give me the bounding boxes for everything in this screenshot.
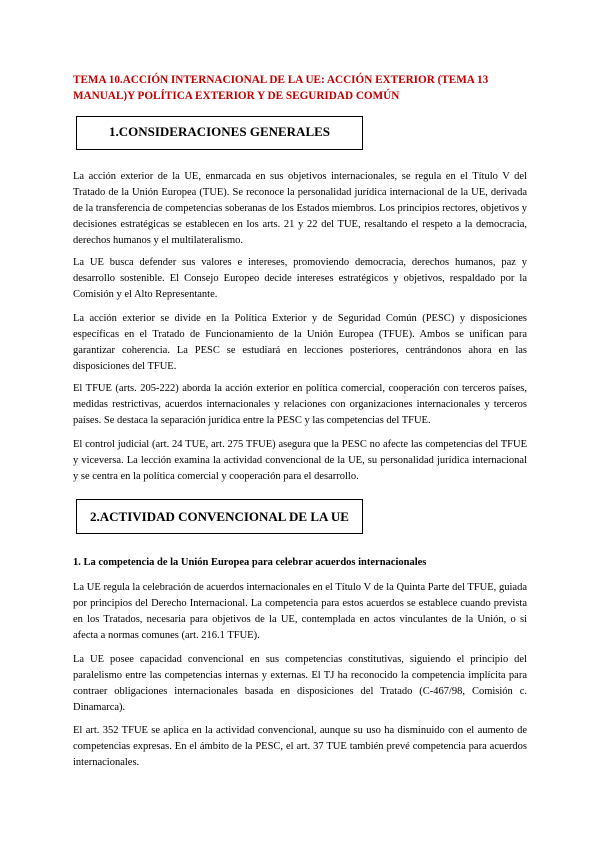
section-1-heading-box [76, 116, 363, 150]
page-title: TEMA 10.ACCIÓN INTERNACIONAL DE LA UE: ACCIÓN EXTERIOR (TEMA 13 MANUAL)Y POLÍTICA EXTERIOR Y DE SEGURIDAD COMÚN [73, 74, 489, 102]
paragraph: La acción exterior de la UE, enmarcada en sus objetivos internacionales, se regula en el Título V del Tratado de la Unión Europea (TUE). Se reconoce la personalidad jurídica internacional de la UE, derivada de la transferencia de competencias soberanas de los Estados miembros. Los principios rectores, objetivos y decisiones estratégicas se establecen en los arts. 21 y 22 del TUE, resaltando el respeto a la democracia, derechos humanos y el multilateralismo. [73, 171, 527, 246]
paragraph: El TFUE (arts. 205-222) aborda la acción exterior en política comercial, cooperación con terceros países, medidas restrictivas, acuerdos internacionales y relaciones con organizaciones internacionales y terceros países. Se destaca la separación jurídica entre la PESC y las competencias del TFUE. [73, 383, 527, 426]
subsection-heading: 1. La competencia de la Unión Europea para celebrar acuerdos internacionales [73, 557, 427, 568]
section-1-heading: 1.CONSIDERACIONES GENERALES [108, 124, 331, 139]
paragraph: El art. 352 TFUE se aplica en la actividad convencional, aunque su uso ha disminuido con el aumento de competencias expresas. En el ámbito de la PESC, el art. 37 TUE también prevé competencia para acuerdos internacionales. [73, 725, 527, 768]
paragraph: La UE posee capacidad convencional en sus competencias constitutivas, siguiendo el principio del paralelismo entre las competencias internas y externas. El TJ ha reconocido la competencia implícita para contraer obligaciones internacionales basada en disposiciones del Tratado (C-467/98, Comisión c. Dinamarca). [73, 654, 527, 713]
section-2-heading-box [76, 499, 363, 534]
paragraph: La UE busca defender sus valores e intereses, promoviendo democracia, derechos humanos, paz y desarrollo sostenible. El Consejo Europeo decide intereses estratégicos y objetivos, respaldado por la Comisión y el Alto Representante. [73, 257, 527, 300]
paragraph: La acción exterior se divide en la Política Exterior y de Seguridad Común (PESC) y disposiciones específicas en el Tratado de Funcionamiento de la Unión Europea (TFUE). Ambos se unifican para garantizar coherencia. La PESC se estudiará en lecciones posteriores, centrándonos ahora en las disposiciones del TFUE. [73, 313, 527, 372]
paragraph: La UE regula la celebración de acuerdos internacionales en el Título V de la Quinta Parte del TFUE, guiada por principios del Derecho Internacional. La competencia para estos acuerdos se establece cuando prevista en los Tratados, necesaria para objetivos de la UE, contemplada en actos vinculantes de la Unión, o si afecta a normas comunes (art. 216.1 TFUE). [73, 582, 527, 641]
paragraph: El control judicial (art. 24 TUE, art. 275 TFUE) asegura que la PESC no afecte las competencias del TFUE y viceversa. La lección examina la actividad convencional de la UE, su personalidad jurídica internacional y se centra en la política comercial y cooperación para el desarrollo. [73, 439, 527, 482]
section-2-heading: 2.ACTIVIDAD CONVENCIONAL DE LA UE [90, 509, 349, 524]
